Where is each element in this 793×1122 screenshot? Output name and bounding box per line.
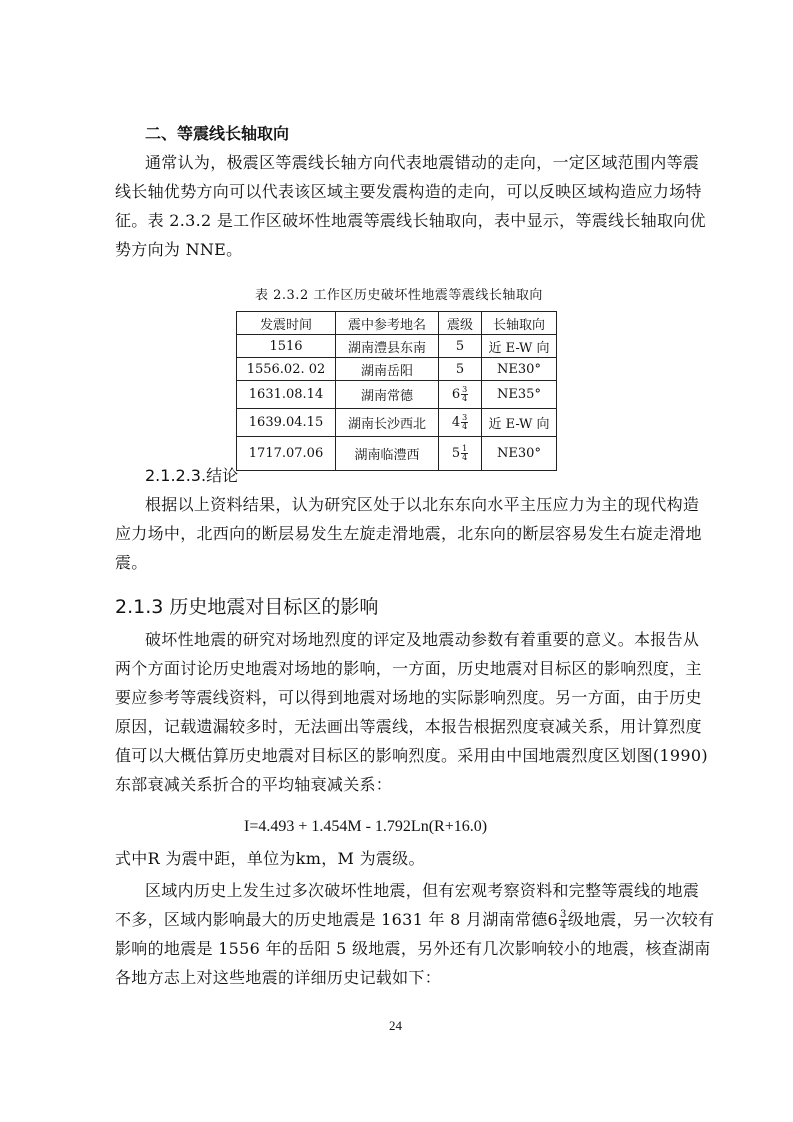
- cell-place: 湖南澧县东南: [336, 335, 439, 358]
- cell-magnitude: [439, 335, 482, 358]
- cell-axis: NE30°: [482, 358, 557, 381]
- header-cell-time: 发震时间: [237, 312, 336, 335]
- magnitude-value: 5: [455, 338, 465, 354]
- table-row: [237, 409, 557, 437]
- table-row: [237, 437, 557, 471]
- paragraph-line: 不多，区域内影响最大的历史地震是 1631 年 8 月湖南常德6 $\frac{3}{4}$ 级地震，另一次较有: [115, 909, 715, 931]
- paragraph-line: 根据以上资料结果，认为研究区处于以北东东向水平主压应力为主的现代构造: [145, 495, 700, 514]
- paragraph-line: 应力场中，北西向的断层易发生左旋走滑地震，北东向的断层容易发生右旋走滑地: [115, 524, 702, 543]
- cell-magnitude: [439, 381, 482, 409]
- magnitude-fraction: $\frac{3}{4}$: [560, 909, 567, 931]
- cell-magnitude: [439, 358, 482, 381]
- paragraph-line: 征。表 2.3.2 是工作区破坏性地震等震线长轴取向，表中显示，等震线长轴取向优: [115, 211, 706, 230]
- cell-time: 1516: [237, 335, 336, 358]
- magnitude-value: 6: [547, 910, 559, 929]
- cell-time: 1639.04.15: [237, 409, 336, 437]
- table-row: [237, 358, 557, 381]
- header-cell-place: 震中参考地名: [336, 312, 439, 335]
- paragraph-line: 影响的地震是 1556 年的岳阳 5 级地震，另外还有几次影响较小的地震，核查湖南: [115, 939, 711, 958]
- section-heading-isoseismal-axis: 二、等震线长轴取向: [145, 124, 290, 143]
- header-cell-axis: 长轴取向: [482, 312, 557, 335]
- cell-axis: NE30°: [482, 437, 557, 471]
- paragraph-line: 震。: [115, 553, 148, 572]
- table-row: [237, 381, 557, 409]
- paragraph-line: 两个方面讨论历史地震对场地的影响，一方面，历史地震对目标区的影响烈度，主: [115, 659, 702, 678]
- magnitude-fraction: $\frac{1}{4}$: [462, 444, 468, 462]
- table-row: [237, 335, 557, 358]
- paragraph-line: 区域内历史上发生过多次破坏性地震，但有宏观考察资料和完整等震线的地震: [145, 881, 700, 900]
- cell-time: 1631.08.14: [237, 381, 336, 409]
- attenuation-formula: I=4.493 + 1.454M - 1.792Ln(R+16.0): [244, 818, 488, 835]
- paragraph-line: 线长轴优势方向可以代表该区域主要发震构造的走向，可以反映区域构造应力场特: [115, 182, 702, 201]
- magnitude-value: 5: [451, 446, 461, 461]
- magnitude-fraction: $\frac{3}{4}$: [462, 385, 468, 403]
- paragraph-line: 要应参考等震线资料，可以得到地震对场地的实际影响烈度。另一方面，由于历史: [115, 688, 702, 707]
- paragraph-line: 各地方志上对这些地震的详细历史记载如下：: [115, 968, 442, 987]
- formula-note: 式中R 为震中距，单位为km，M 为震级。: [115, 849, 425, 868]
- cell-time: 1717.07.06: [237, 437, 336, 471]
- paragraph-line: 破坏性地震的研究对场地烈度的评定及地震动参数有着重要的意义。本报告从: [145, 630, 700, 649]
- page-number: 24: [389, 1018, 402, 1033]
- section-heading-historical-impact: 2.1.3 历史地震对目标区的影响: [115, 596, 379, 618]
- cell-axis: NE35°: [482, 381, 557, 409]
- table-caption: 表 2.3.2 工作区历史破坏性地震等震线长轴取向: [255, 288, 543, 303]
- cell-place: 湖南临澧西: [336, 437, 439, 471]
- earthquake-axis-table: [236, 311, 557, 471]
- cell-axis: 近 E-W 向: [482, 409, 557, 437]
- magnitude-value: 6: [451, 387, 461, 402]
- magnitude-fraction: $\frac{3}{4}$: [462, 413, 468, 431]
- header-cell-magnitude: 震级: [439, 312, 482, 335]
- subsection-heading-conclusion: 2.1.2.3.结论: [145, 466, 239, 485]
- paragraph-line: 值可以大概估算历史地震对目标区的影响烈度。采用由中国地震烈度区划图(1990): [115, 746, 708, 765]
- cell-place: 湖南长沙西北: [336, 409, 439, 437]
- cell-magnitude: [439, 437, 482, 471]
- paragraph-line: 势方向为 NNE。: [115, 240, 243, 259]
- cell-time: 1556.02. 02: [237, 358, 336, 381]
- paragraph-line: 原因，记载遗漏较多时，无法画出等震线，本报告根据烈度衰减关系，用计算烈度: [115, 717, 702, 736]
- cell-axis: 近 E-W 向: [482, 335, 557, 358]
- cell-place: 湖南常德: [336, 381, 439, 409]
- paragraph-line: 东部衰减关系折合的平均轴衰减关系：: [115, 775, 393, 794]
- table-header-row: [237, 312, 557, 335]
- cell-magnitude: [439, 409, 482, 437]
- paragraph-line: 通常认为，极震区等震线长轴方向代表地震错动的走向，一定区域范围内等震: [145, 153, 700, 172]
- cell-place: 湖南岳阳: [336, 358, 439, 381]
- magnitude-value: 4: [451, 415, 461, 430]
- magnitude-value: 5: [455, 361, 465, 377]
